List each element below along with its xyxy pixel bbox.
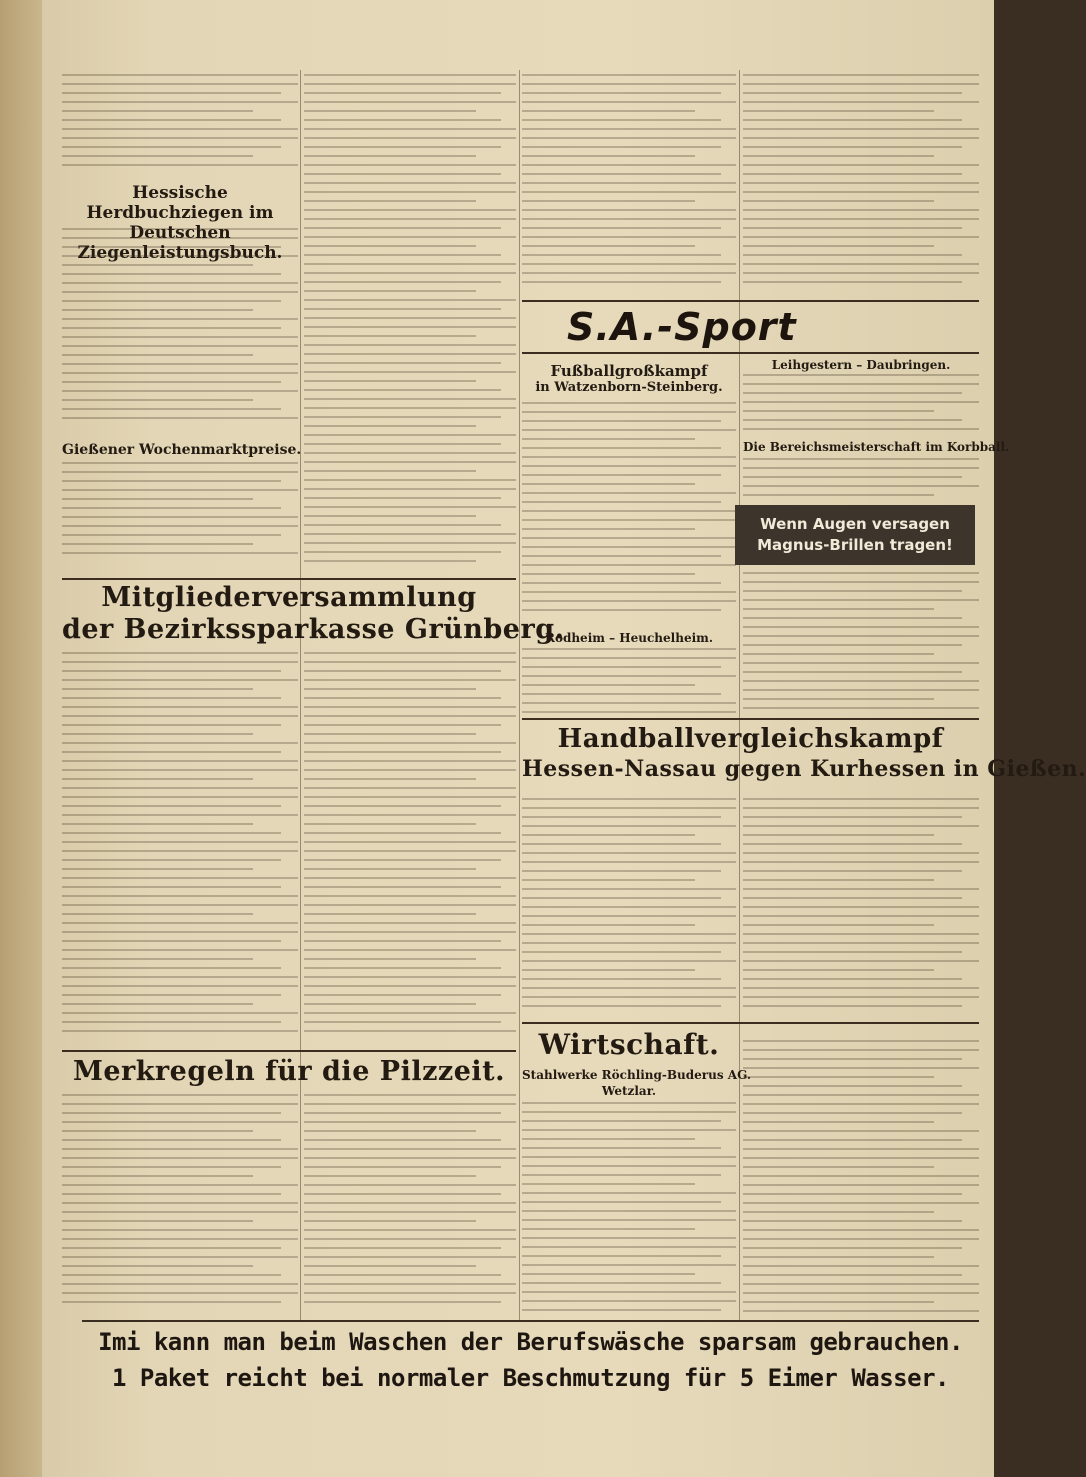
advertisement-magnus-brillen <box>735 505 975 565</box>
ad-line-2: Magnus-Brillen tragen! <box>757 536 953 554</box>
headline-handball-2: Hessen-Nassau gegen Kurhessen in Gießen. <box>522 756 1086 782</box>
article-rodheim-body <box>522 648 736 720</box>
headline-handball-1: Handballvergleichskampf <box>557 724 944 754</box>
headline-fussball-2: in Watzenborn-Steinberg. <box>535 380 723 395</box>
article-pilze-body-2 <box>304 1094 516 1320</box>
bottom-ad-line-2: 1 Paket reicht bei normaler Beschmutzung für 5 Eimer Wasser. <box>112 1364 949 1392</box>
headline-korbball: Die Bereichsmeisterschaft im Korbball. <box>743 440 1010 454</box>
article-column-3-body <box>522 70 736 292</box>
headline-rodheim: Rodheim – Heuchelheim. <box>544 631 714 645</box>
article-leihgestern-body <box>743 374 979 438</box>
article-stahlwerke-body <box>522 1102 736 1320</box>
advertisement-imi <box>82 1324 979 1404</box>
ad-line-1: Wenn Augen versagen <box>760 515 950 533</box>
headline-wochenmarkt: Gießener Wochenmarktpreise. <box>62 442 302 458</box>
article-handball-body-2 <box>743 798 979 1020</box>
article-fussball-body <box>522 402 736 628</box>
bottom-ad-line-1: Imi kann man beim Waschen der Berufswäsche sparsam gebrauchen. <box>98 1328 963 1356</box>
article-korbball-body <box>743 458 979 502</box>
newspaper-page <box>42 0 1086 1477</box>
headline-sparkasse-2: der Bezirkssparkasse Grünberg. <box>62 614 565 645</box>
article-handball-body-1 <box>522 798 736 1020</box>
article-ziegen-body <box>62 228 298 448</box>
article-column-4-body <box>743 70 979 292</box>
headline-pilze: Merkregeln für die Pilzzeit. <box>72 1056 506 1087</box>
article-stahlwerke-continued <box>743 1040 979 1320</box>
article-wochenmarkt-body <box>62 462 298 574</box>
adjacent-page-edge <box>0 0 42 1477</box>
headline-leihgestern: Leihgestern – Daubringen. <box>771 358 951 372</box>
article-sparkasse-body-2 <box>304 652 516 1047</box>
headline-sparkasse-1: Mitgliederversammlung <box>101 582 477 613</box>
headline-ziegen: Hessische Herdbuchziegen im Deutschen Ziegenleistungsbuch. <box>77 183 283 263</box>
headline-stahlwerke-2: Wetzlar. <box>601 1084 657 1098</box>
article-korbball-continued <box>743 572 979 720</box>
headline-wirtschaft: Wirtschaft. <box>538 1028 720 1061</box>
headline-fussball-1: Fußballgroßkampf <box>550 362 708 380</box>
article-pilze-body-1 <box>62 1094 298 1320</box>
section-title-sport: S.A.-Sport <box>567 305 797 349</box>
headline-stahlwerke-1: Stahlwerke Röchling-Buderus AG. <box>522 1068 752 1082</box>
article-intro-text <box>62 70 298 180</box>
article-sparkasse-body-1 <box>62 652 298 1047</box>
article-column-2-body <box>304 70 516 576</box>
